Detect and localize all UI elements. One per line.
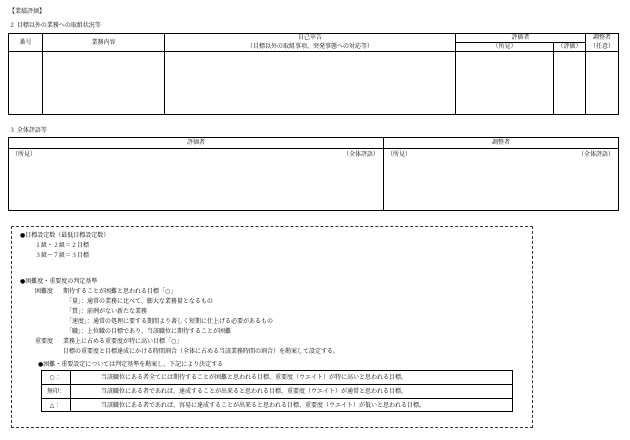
col-evaluator: 評価者 (456, 34, 586, 43)
level-text: 当該職位にある者であれば、容易に達成することが出来ると思われる目標、重要度（ウエイト）が低いと思われる目標。 (101, 401, 426, 409)
diff-amount: 「量」：通常の業務に比べて、膨大な業務量となるもの (66, 298, 213, 305)
section2-title: ２ 目標以外の業務への取組状況等 (9, 22, 101, 29)
level-text: 当該職位にある者全てには期待することが困難と思われる目標、重要度（ウエイト）が特に高いと思われる目標。 (101, 373, 408, 381)
diff-position: 「職」：上位職の目標であり、当該職位に期待することが困難 (66, 328, 232, 335)
weight-text: 目標の重要度と目標達成にかける時間割合（全体に占める当該業務時間の割合）を勘案して設定する。 (63, 348, 340, 355)
level-row (42, 399, 512, 412)
s3-opinion2[interactable]: （所見） (384, 149, 549, 211)
cell-no[interactable] (9, 52, 43, 115)
col-adjuster: 調整者 (586, 34, 619, 43)
goal-count-title: ●目標設定数（最低目標設定数） (20, 232, 110, 239)
col-self-sub: （目標以外の取組事項、突発事態への対応等） (165, 43, 456, 52)
diff-speed: 「速度」：通常の処理に要する期間より著しく短期に仕上げる必要があるもの (66, 318, 274, 325)
level-row (42, 371, 512, 385)
col-work: 業務内容 (43, 34, 165, 52)
section3-title: ３ 全体評語等 (9, 127, 47, 134)
diff-quality: 「質」：前例がない新たな業務 (66, 308, 148, 315)
cell-self[interactable] (165, 52, 456, 115)
level-row (42, 385, 512, 399)
goal-count-2: ３級～７級＝３目標 (35, 252, 90, 259)
difficulty-label: 困難度 (35, 288, 54, 295)
cell-work[interactable] (43, 52, 165, 115)
level-table (41, 370, 513, 412)
s3-overall2[interactable]: （全体評語） (549, 149, 619, 211)
col-self: 自己申告 (165, 34, 456, 43)
goal-count-1: １級・２級＝２目標 (35, 242, 90, 249)
cell-optional[interactable] (586, 52, 619, 115)
s3-evaluator: 評価者 (9, 138, 384, 149)
col-no: 番号 (9, 34, 43, 52)
cell-rating[interactable] (554, 52, 586, 115)
level-mark: △ ： (42, 399, 71, 412)
s3-overall1[interactable]: （全体評語） (314, 149, 384, 211)
criteria-title: ●困難度・重要度の判定基準 (20, 278, 98, 285)
section3-table (8, 137, 619, 211)
setting-note: ●困難・重要設定については判定基準を勘案し、下記により決定する (38, 361, 224, 368)
level-mark: ○ ： (42, 371, 71, 384)
difficulty-text: 期待することが困難と思われる目標「○」 (63, 288, 177, 295)
section2-table (8, 33, 619, 115)
col-optional: （任意） (586, 43, 619, 52)
importance-text: 業務上に占める重要度が特に高い目標「○」 (63, 338, 183, 345)
s3-adjuster: 調整者 (384, 138, 619, 149)
col-rating: （評価） (554, 43, 586, 52)
s3-opinion1[interactable]: （所見） (9, 149, 314, 211)
page-header: 【業績評価】 (9, 8, 46, 15)
col-opinion: （所見） (456, 43, 554, 52)
importance-label: 重要度 (35, 338, 54, 345)
cell-opinion[interactable] (456, 52, 554, 115)
level-mark: 無印： (42, 385, 71, 398)
level-text: 当該職位にある者であれば、達成することが出来ると思われる目標、重要度（ウエイト）が通常と思われる目標。 (101, 387, 408, 395)
